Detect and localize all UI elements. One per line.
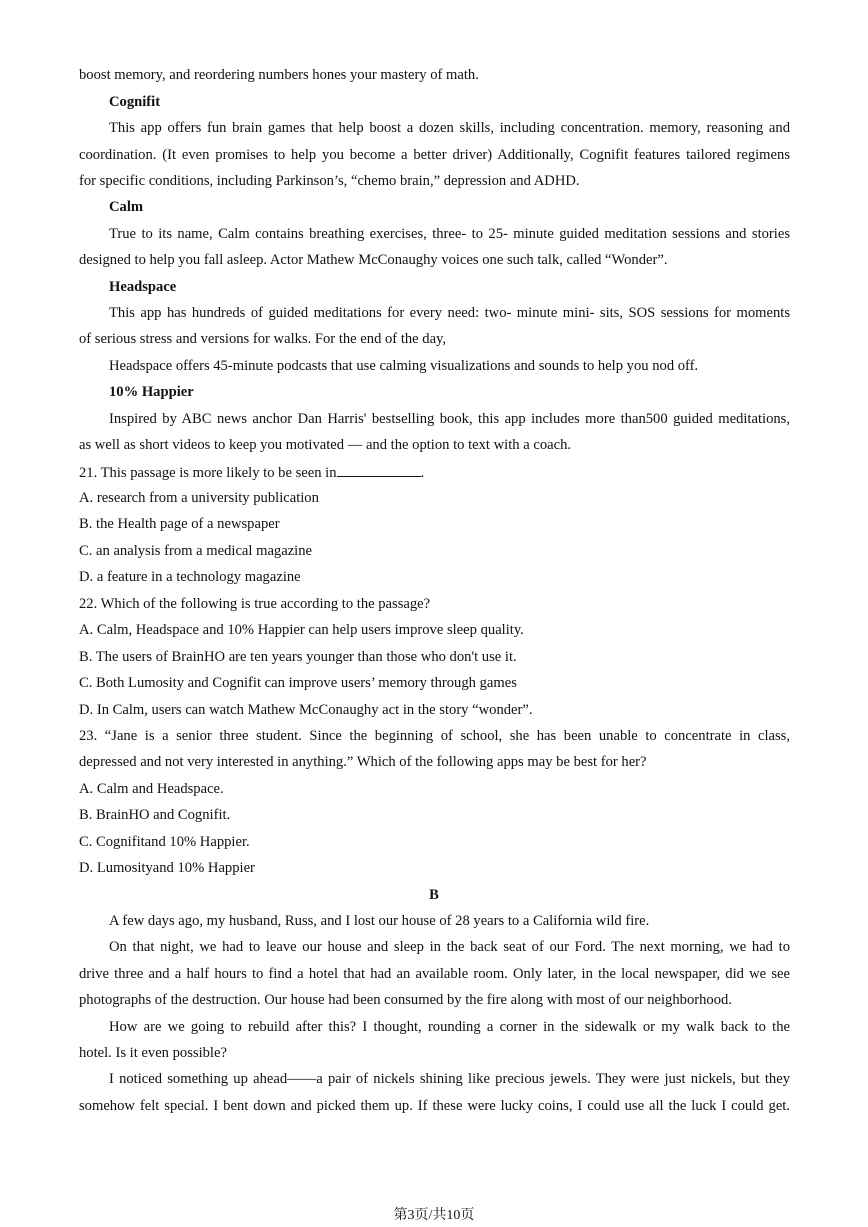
question-21 [79,462,790,483]
section-heading: Headspace [109,279,177,295]
text-line: drive three and a half hours to find a hotel that had an available room. Only later, in the local newspaper, did we see [79,966,790,982]
question-punct: . [420,465,425,481]
answer-blank [337,462,421,477]
text-line: On that night, we had to leave our house and sleep in the back seat of our Ford. The next morning, we had to [109,939,790,955]
option: A. research from a university publication [79,490,319,506]
option: D. In Calm, users can watch Mathew McConaughy act in the story “wonder”. [79,702,533,718]
question-text: 21. This passage is more likely to be seen in [79,465,337,481]
option: D. Lumosityand 10% Happier [79,860,255,876]
text-line: This app offers fun brain games that help boost a dozen skills, including concentration. memory, reasoning and [109,120,790,136]
question-22: 22. Which of the following is true according to the passage? [79,596,431,612]
text-line: True to its name, Calm contains breathing exercises, three- to 25- minute guided meditation sessions and stories [109,226,790,242]
text-line: Inspired by ABC news anchor Dan Harris' bestselling book, this app includes more than500 guided meditations, [109,411,790,427]
text-line: boost memory, and reordering numbers hones your mastery of math. [79,67,479,83]
text-line: This app has hundreds of guided meditations for every need: two- minute mini- sits, SOS sessions for moments [109,305,790,321]
text-line: Headspace offers 45-minute podcasts that use calming visualizations and sounds to help you nod off. [109,358,699,374]
option: B. BrainHO and Cognifit. [79,807,231,823]
option: A. Calm and Headspace. [79,781,224,797]
option: C. an analysis from a medical magazine [79,543,313,559]
part-heading: B [429,887,439,903]
option: B. The users of BrainHO are ten years younger than those who don't use it. [79,649,517,665]
text-line: depressed and not very interested in anything.” Which of the following apps may be best for her? [79,754,647,770]
text-line: A few days ago, my husband, Russ, and I lost our house of 28 years to a California wild fire. [109,913,650,929]
text-line: somehow felt special. I bent down and picked them up. If these were lucky coins, I could use all the luck I could get. [79,1098,790,1114]
option: A. Calm, Headspace and 10% Happier can help users improve sleep quality. [79,622,524,638]
text-line: How are we going to rebuild after this? I thought, rounding a corner in the sidewalk or my walk back to the [109,1019,790,1035]
text-line: of serious stress and versions for walks. For the end of the day, [79,331,447,347]
question-23: 23. “Jane is a senior three student. Since the beginning of school, she has been unable to concentrate in class, [79,728,790,744]
section-heading: Cognifit [109,94,161,110]
option: C. Cognifitand 10% Happier. [79,834,250,850]
section-heading: Calm [109,199,144,215]
page-footer: 第3页/共10页 [393,1208,475,1223]
text-line: photographs of the destruction. Our house had been consumed by the fire along with most of our neighborhood. [79,992,732,1008]
option: C. Both Lumosity and Cognifit can improve users’ memory through games [79,675,517,691]
text-line: coordination. (It even promises to help you become a better driver) Additionally, Cognifit features tailored regimens [79,147,790,163]
text-line: designed to help you fall asleep. Actor Mathew McConaughy voices one such talk, called “Wonder”. [79,252,668,268]
option: B. the Health page of a newspaper [79,516,280,532]
option: D. a feature in a technology magazine [79,569,301,585]
text-line: as well as short videos to keep you motivated — and the option to text with a coach. [79,437,572,453]
text-line: for specific conditions, including Parkinson’s, “chemo brain,” depression and ADHD. [79,173,580,189]
section-heading: 10% Happier [109,384,194,400]
text-line: hotel. Is it even possible? [79,1045,227,1061]
text-line: I noticed something up ahead——a pair of nickels shining like precious jewels. They were just nickels, but they [109,1071,790,1087]
